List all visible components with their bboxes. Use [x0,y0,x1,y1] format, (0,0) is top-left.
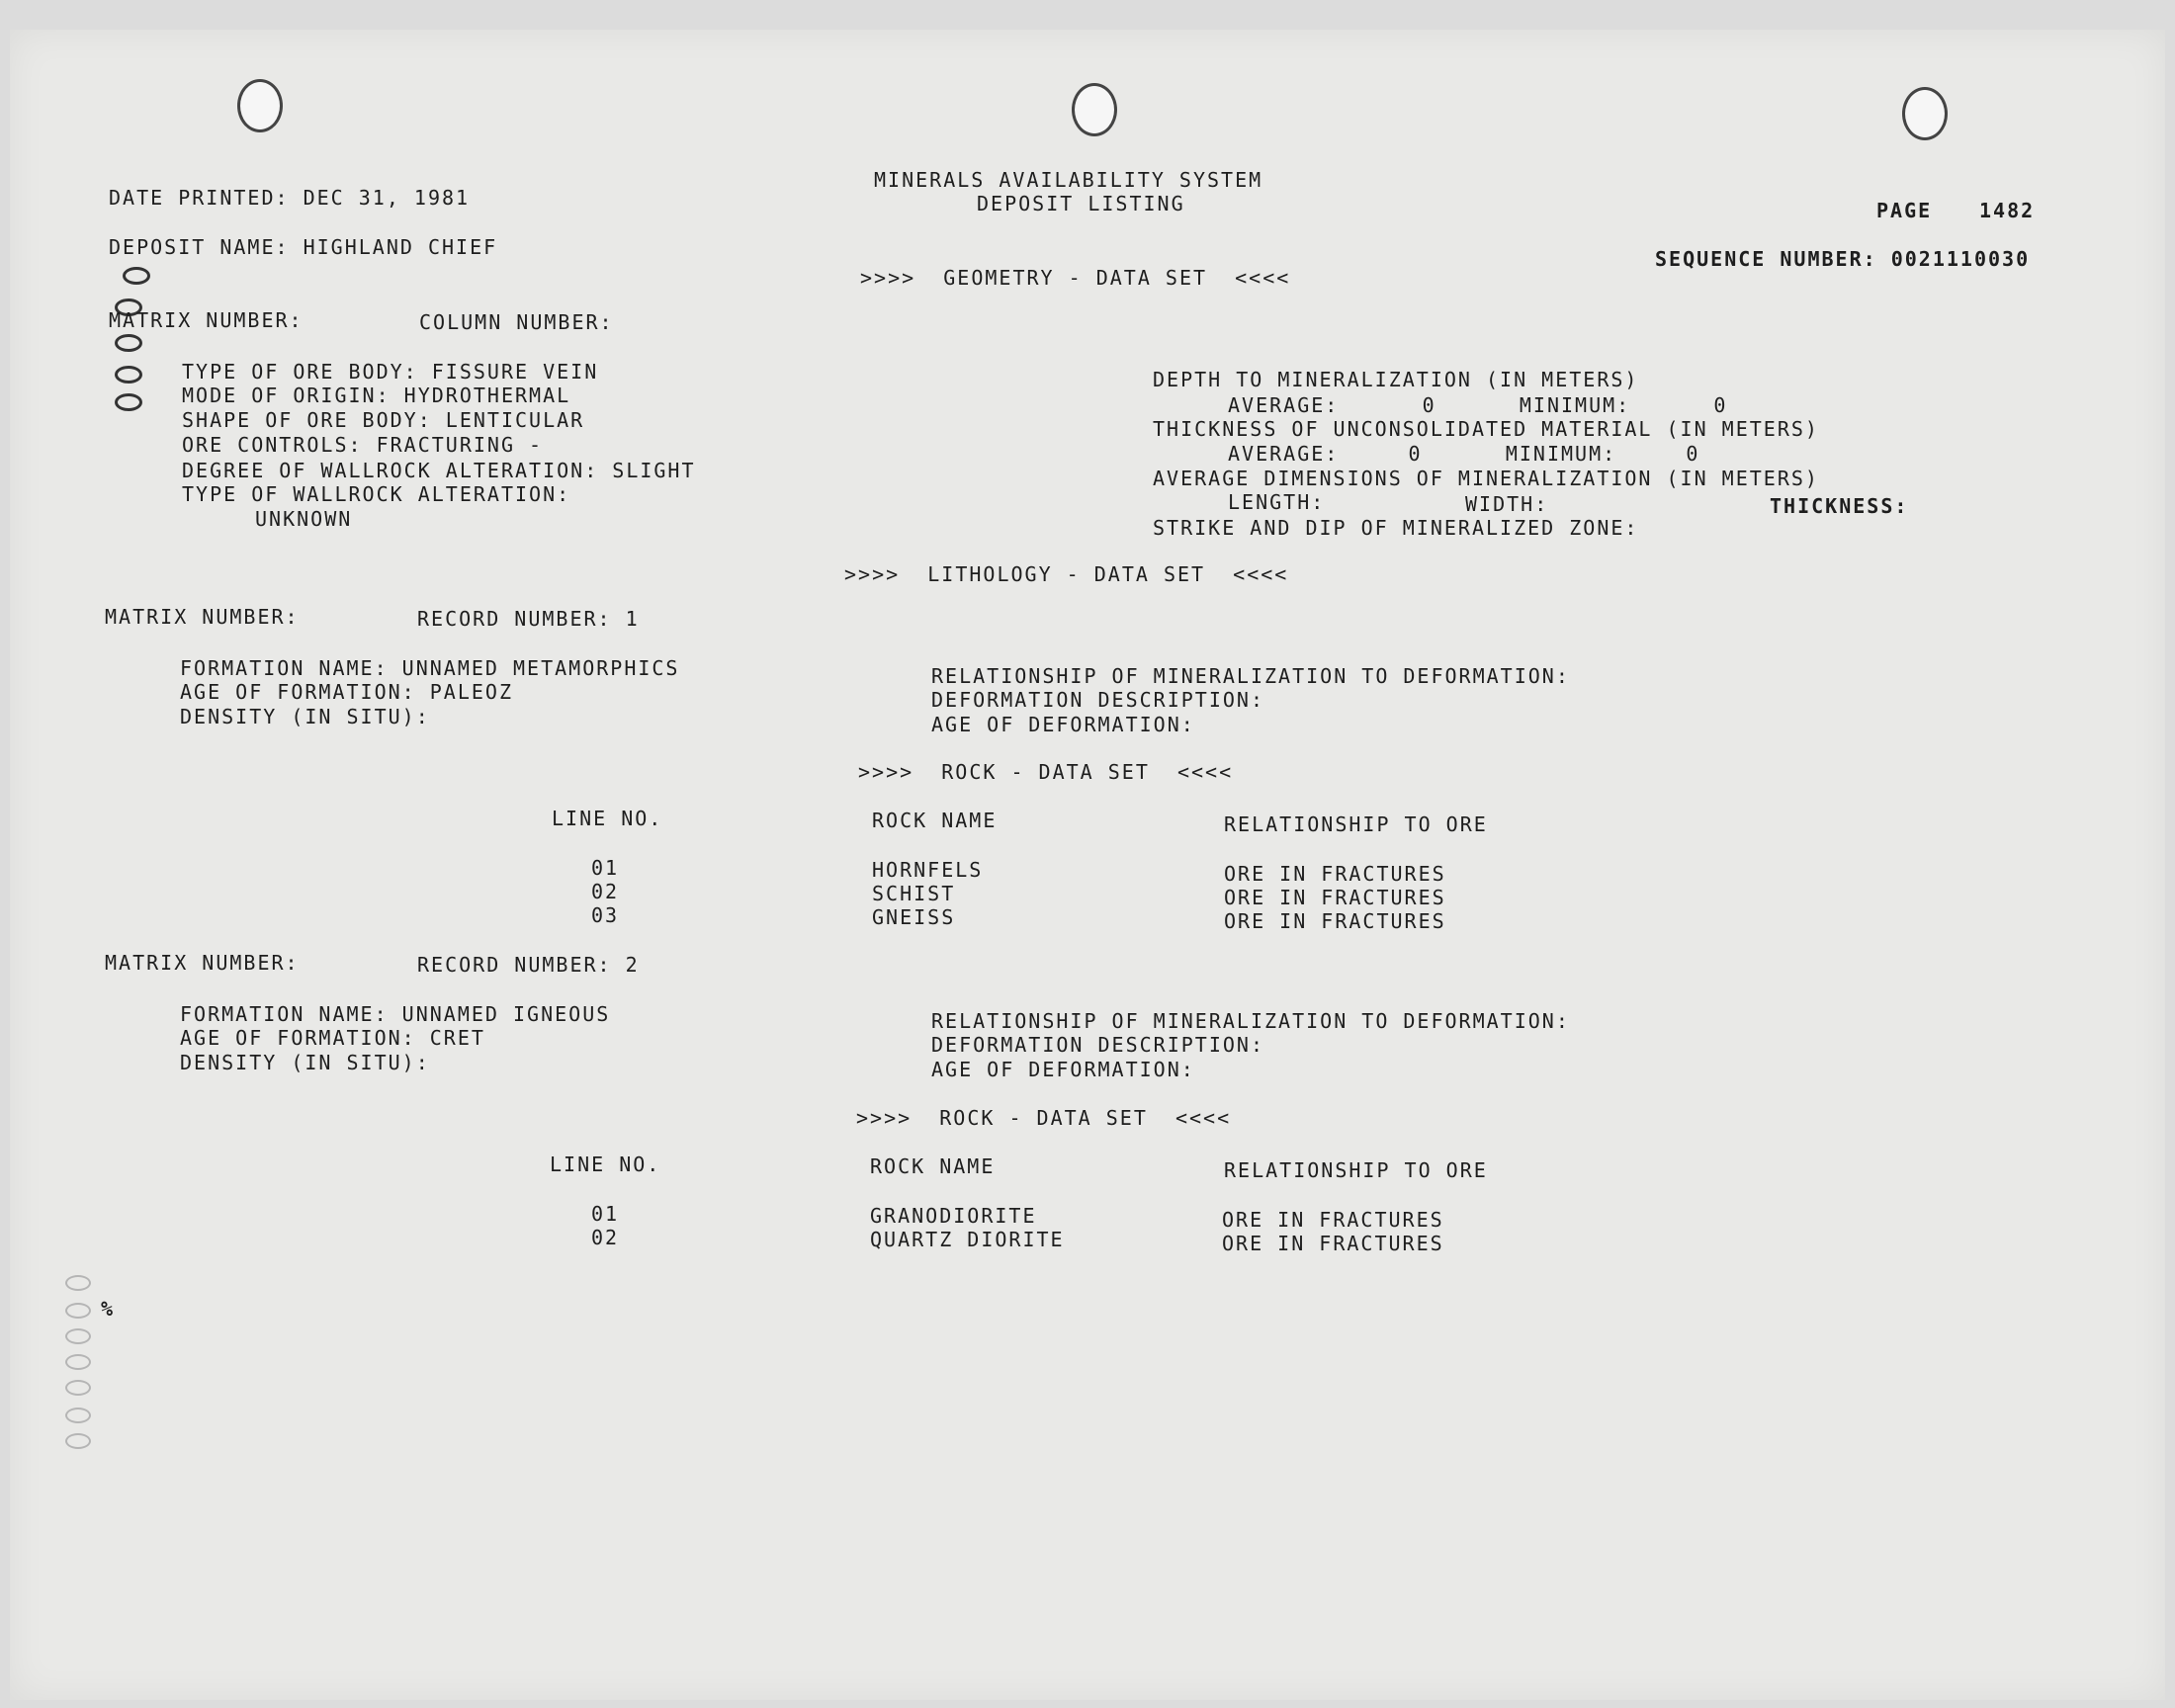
table-row-rel: ORE IN FRACTURES [1224,909,1446,933]
col-line-no: LINE NO. [550,1153,661,1176]
deformation-description: DEFORMATION DESCRIPTION: [931,688,1264,712]
rock-banner: >>>> ROCK - DATA SET <<<< [858,760,1234,784]
thickness-values: AVERAGE: 0 MINIMUM: 0 [1228,442,1700,466]
record-number: RECORD NUMBER: 1 [417,607,640,631]
margin-mark [115,393,142,411]
table-row-rock: SCHIST [872,882,956,905]
deformation-age: AGE OF DEFORMATION: [931,1058,1195,1081]
length-label: LENGTH: [1228,490,1326,514]
ore-controls: ORE CONTROLS: FRACTURING - [182,433,544,457]
col-relationship: RELATIONSHIP TO ORE [1224,1158,1488,1182]
table-row-line: 01 [591,1202,620,1226]
page-label: PAGE [1876,199,1933,222]
col-rock-name: ROCK NAME [870,1154,996,1178]
margin-mark [65,1328,91,1344]
thickness-label: THICKNESS OF UNCONSOLIDATED MATERIAL (IN METERS) [1153,417,1819,441]
table-row-rel: ORE IN FRACTURES [1222,1208,1444,1232]
matrix-number-label: MATRIX NUMBER: [105,951,300,975]
table-row-rel: ORE IN FRACTURES [1222,1232,1444,1255]
listing-title: DEPOSIT LISTING [977,192,1185,215]
margin-mark [65,1433,91,1449]
col-rock-name: ROCK NAME [872,809,998,832]
geometry-banner: >>>> GEOMETRY - DATA SET <<<< [860,266,1291,290]
formation-name: FORMATION NAME: UNNAMED IGNEOUS [180,1002,611,1026]
punch-hole-center [1072,83,1117,136]
formation-name: FORMATION NAME: UNNAMED METAMORPHICS [180,656,680,680]
table-row-rock: GNEISS [872,905,956,929]
thickness-field-label: THICKNESS: [1770,494,1909,518]
table-row-rock: HORNFELS [872,858,984,882]
width-label: WIDTH: [1465,492,1549,516]
formation-age: AGE OF FORMATION: PALEOZ [180,680,513,704]
margin-mark [115,366,142,384]
mineralization-relationship: RELATIONSHIP OF MINERALIZATION TO DEFORMATION: [931,664,1570,688]
sequence-number: SEQUENCE NUMBER: 0021110030 [1655,247,2031,271]
depth-values: AVERAGE: 0 MINIMUM: 0 [1228,393,1728,417]
wallrock-type-value: UNKNOWN [255,507,353,531]
strike-dip-label: STRIKE AND DIP OF MINERALIZED ZONE: [1153,516,1639,540]
dimensions-label: AVERAGE DIMENSIONS OF MINERALIZATION (IN METERS) [1153,467,1819,490]
margin-mark [65,1275,91,1291]
wallrock-type: TYPE OF WALLROCK ALTERATION: [182,482,571,506]
col-relationship: RELATIONSHIP TO ORE [1224,812,1488,836]
mode-of-origin: MODE OF ORIGIN: HYDROTHERMAL [182,384,571,407]
table-row-line: 02 [591,1226,620,1249]
table-row-rock: GRANODIORITE [870,1204,1037,1228]
rock-banner: >>>> ROCK - DATA SET <<<< [856,1106,1232,1130]
punch-hole-right [1902,87,1948,140]
page-number: 1482 [1979,199,2036,222]
wallrock-degree: DEGREE OF WALLROCK ALTERATION: SLIGHT [182,459,696,482]
formation-age: AGE OF FORMATION: CRET [180,1026,485,1050]
margin-mark [65,1408,91,1423]
margin-mark [65,1380,91,1396]
ore-body-type: TYPE OF ORE BODY: FISSURE VEIN [182,360,599,384]
table-row-rel: ORE IN FRACTURES [1224,862,1446,886]
margin-mark [65,1303,91,1319]
table-row-rock: QUARTZ DIORITE [870,1228,1065,1251]
column-number-label: COLUMN NUMBER: [419,310,614,334]
col-line-no: LINE NO. [552,807,663,830]
matrix-number-label: MATRIX NUMBER: [109,308,304,332]
table-row-line: 03 [591,903,620,927]
system-title: MINERALS AVAILABILITY SYSTEM [874,168,1263,192]
table-row-rel: ORE IN FRACTURES [1224,886,1446,909]
margin-mark [65,1354,91,1370]
margin-mark [115,334,142,352]
record-number: RECORD NUMBER: 2 [417,953,640,977]
margin-note: % [101,1297,116,1321]
deposit-name: DEPOSIT NAME: HIGHLAND CHIEF [109,235,498,259]
matrix-number-label: MATRIX NUMBER: [105,605,300,629]
depth-label: DEPTH TO MINERALIZATION (IN METERS) [1153,368,1639,391]
deformation-age: AGE OF DEFORMATION: [931,713,1195,736]
punch-hole-left [237,79,283,132]
table-row-line: 01 [591,856,620,880]
lithology-banner: >>>> LITHOLOGY - DATA SET <<<< [844,562,1289,586]
density-label: DENSITY (IN SITU): [180,705,430,728]
shape-of-ore-body: SHAPE OF ORE BODY: LENTICULAR [182,408,585,432]
date-printed: DATE PRINTED: DEC 31, 1981 [109,186,471,210]
table-row-line: 02 [591,880,620,903]
deformation-description: DEFORMATION DESCRIPTION: [931,1033,1264,1057]
density-label: DENSITY (IN SITU): [180,1051,430,1074]
mineralization-relationship: RELATIONSHIP OF MINERALIZATION TO DEFORMATION: [931,1009,1570,1033]
margin-mark [123,267,150,285]
